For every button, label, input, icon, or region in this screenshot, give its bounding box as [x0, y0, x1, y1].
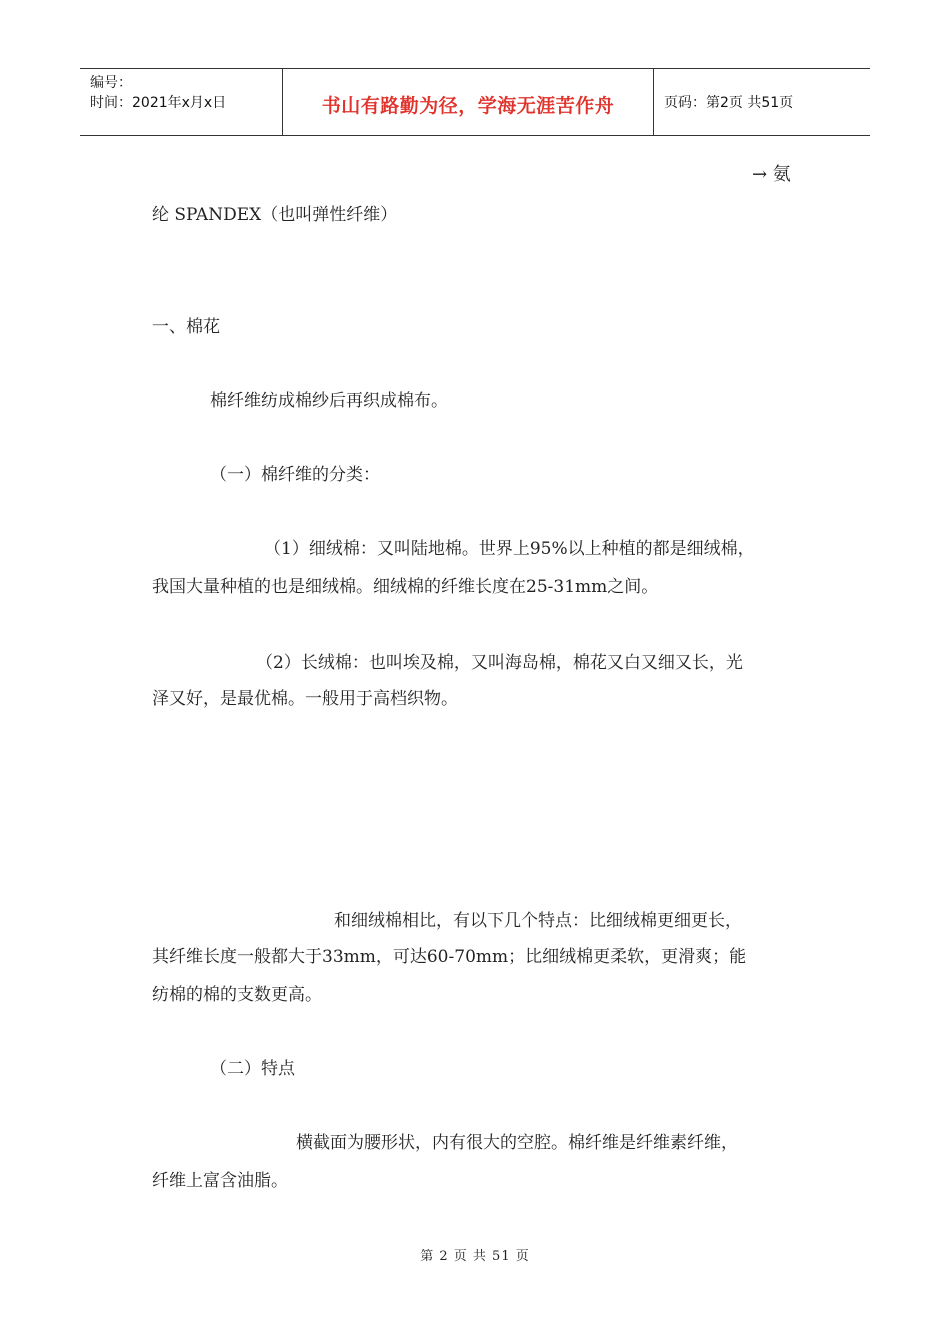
subsection-title-features: （二）特点: [210, 1059, 295, 1079]
compare-line2: 其纤维长度一般都大于33mm，可达60-70mm；比细绒棉更柔软，更滑爽；能: [152, 947, 747, 967]
feature-line1: 横截面为腰形状，内有很大的空腔。棉纤维是纤维素纤维，: [296, 1133, 738, 1153]
subsection-title-classification: （一）棉纤维的分类：: [210, 465, 380, 485]
serial-number-label: 编号：: [90, 75, 132, 91]
item2-line1: （2）长绒棉：也叫埃及棉，又叫海岛棉，棉花又白又细又长，光: [256, 653, 743, 673]
compare-line1: 和细绒棉相比，有以下几个特点：比细绒棉更细更长，: [334, 911, 742, 931]
document-header: [80, 68, 870, 136]
intro-paragraph: 棉纤维纺成棉纱后再织成棉布。: [210, 391, 448, 411]
date-label: 时间：2021年x月x日: [90, 95, 227, 111]
header-page-info: 页码：第2页 共51页: [664, 95, 794, 111]
header-meta: [80, 69, 282, 135]
header-motto: 书山有路勤为径，学海无涯苦作舟: [282, 69, 654, 135]
item2-line2: 泽又好，是最优棉。一般用于高档织物。: [152, 689, 458, 709]
arrow-text: → 氨: [752, 164, 791, 185]
item1-line1: （1）细绒棉：又叫陆地棉。世界上95%以上种植的都是细绒棉，: [264, 539, 755, 559]
section-title-cotton: 一、棉花: [152, 317, 220, 337]
feature-line2: 纤维上富含油脂。: [152, 1171, 288, 1191]
spandex-line: 纶 SPANDEX（也叫弹性纤维）: [152, 205, 398, 225]
compare-line3: 纺棉的棉的支数更高。: [152, 985, 322, 1005]
page-footer: 第 2 页 共 51 页: [420, 1249, 530, 1264]
item1-line2: 我国大量种植的也是细绒棉。细绒棉的纤维长度在25-31mm之间。: [152, 577, 659, 597]
